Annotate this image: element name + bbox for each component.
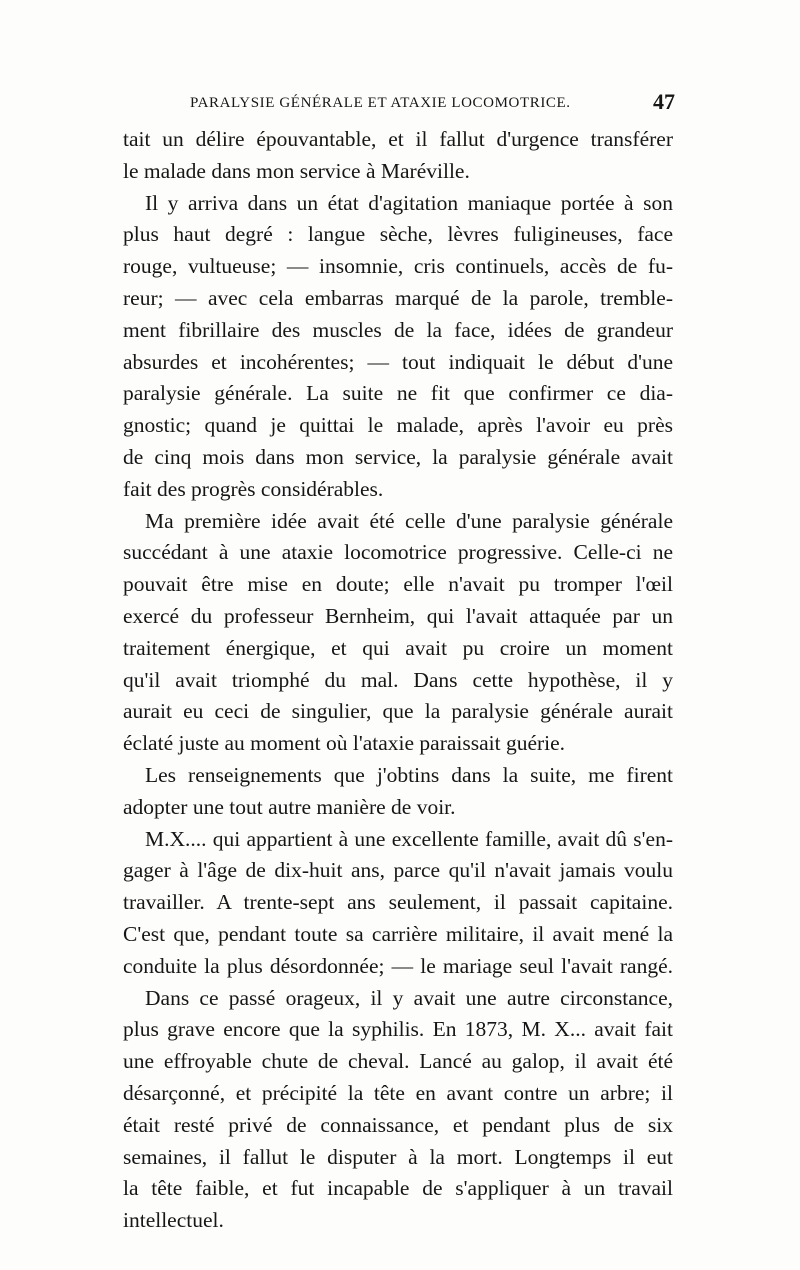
- text-line: fait des progrès considérables.: [123, 476, 384, 501]
- text-line: C'est que, pendant toute sa carrière militaire, il avait mené la: [123, 921, 673, 946]
- text-line: tait un délire épouvantable, et il fallut d'urgence transférer: [123, 127, 673, 151]
- text-line: de cinq mois dans mon service, la paralysie générale avait: [123, 444, 673, 469]
- text-line: le malade dans mon service à Maréville.: [123, 158, 470, 183]
- text-line: absurdes et incohérentes; — tout indiquait le début d'une: [123, 349, 673, 374]
- text-line: gnostic; quand je quittai le malade, après l'avoir eu près: [123, 413, 673, 438]
- running-head: [190, 90, 675, 116]
- text-line: plus haut degré : langue sèche, lèvres fuligineuses, face: [123, 222, 673, 247]
- text-line: exercé du professeur Bernheim, qui l'avait attaquée par un: [123, 603, 673, 628]
- text-line: semaines, il fallut le disputer à la mort. Longtemps il eut: [123, 1144, 673, 1169]
- text-line: gager à l'âge de dix-huit ans, parce qu'il n'avait jamais voulu: [123, 858, 673, 883]
- text-line: plus grave encore que la syphilis. En 1873, M. X... avait fait: [123, 1017, 673, 1042]
- text-line: Ma première idée avait été celle d'une paralysie générale: [145, 508, 673, 533]
- page-number: 47: [653, 89, 675, 114]
- text-line: Dans ce passé orageux, il y avait une autre circonstance,: [145, 985, 673, 1010]
- text-line: M.X.... qui appartient à une excellente famille, avait dû s'en-: [145, 826, 673, 851]
- text-line: travailler. A trente-sept ans seulement, il passait capitaine.: [123, 890, 673, 915]
- text-line: désarçonné, et précipité la tête en avant contre un arbre; il: [123, 1080, 673, 1105]
- text-line: paralysie générale. La suite ne fit que confirmer ce dia-: [123, 381, 673, 406]
- text-line: conduite la plus désordonnée; — le mariage seul l'avait rangé.: [123, 953, 673, 978]
- text-line: aurait eu ceci de singulier, que la paralysie générale aurait: [123, 699, 673, 724]
- running-head-title: PARALYSIE GÉNÉRALE ET ATAXIE LOCOMOTRICE.: [190, 95, 571, 111]
- text-line: traitement énergique, et qui avait pu croire un moment: [123, 635, 673, 660]
- text-line: la tête faible, et fut incapable de s'appliquer à un travail: [123, 1176, 673, 1201]
- text-line: une effroyable chute de cheval. Lancé au galop, il avait été: [123, 1049, 673, 1074]
- text-line: pouvait être mise en doute; elle n'avait pu tromper l'œil: [123, 572, 673, 597]
- text-line: reur; — avec cela embarras marqué de la parole, tremble-: [123, 285, 673, 310]
- text-line: adopter une tout autre manière de voir.: [123, 794, 456, 819]
- text-line: était resté privé de connaissance, et pendant plus de six: [123, 1112, 673, 1137]
- text-line: qu'il avait triomphé du mal. Dans cette hypothèse, il y: [123, 667, 673, 692]
- text-line: rouge, vultueuse; — insomnie, cris continuels, accès de fu-: [123, 254, 673, 279]
- text-line: succédant à une ataxie locomotrice progressive. Celle-ci ne: [123, 540, 673, 565]
- text-line: ment fibrillaire des muscles de la face, idées de grandeur: [123, 317, 673, 342]
- text-line: Il y arriva dans un état d'agitation maniaque portée à son: [145, 190, 673, 215]
- text-line: intellectuel.: [123, 1208, 224, 1233]
- text-line: éclaté juste au moment où l'ataxie paraissait guérie.: [123, 731, 566, 756]
- body-text: [123, 124, 673, 1237]
- text-line: Les renseignements que j'obtins dans la suite, me firent: [145, 762, 673, 787]
